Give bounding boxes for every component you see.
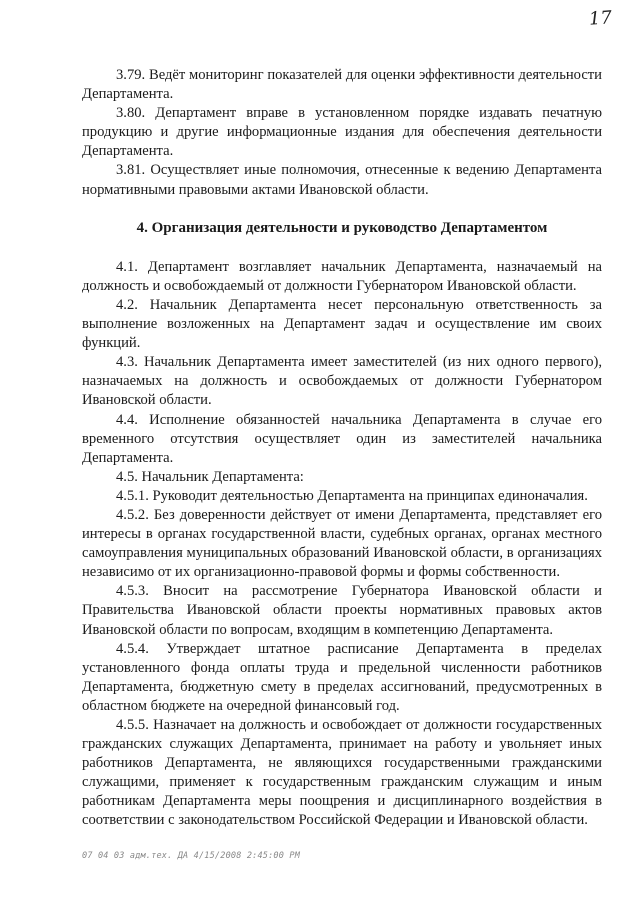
paragraph-4-5-3: 4.5.3. Вносит на рассмотрение Губернатора Ивановской области и Правительства Ивановской области проекты нормативных правовых актов Ивановской области по вопросам, входящим в компетенцию Департамента. [82, 583, 602, 638]
paragraph-4-5-4: 4.5.4. Утверждает штатное расписание Департамента в пределах установленного фонда оплаты труда и предельной численности работников Департамента, бюджетную смету в пределах ассигнований, предусмотренных в областном бюджете на очередной финансовый год. [82, 640, 602, 714]
paragraph-4-5-1: 4.5.1. Руководит деятельностью Департамента на принципах единоначалия. [116, 487, 588, 504]
paragraph-4-5-2: 4.5.2. Без доверенности действует от имени Департамента, представляет его интересы в органах государственной власти, судебных органах, органах местного самоуправления муниципальных образований Ивановской области, в организациях независимо от их организационно-правовой формы и формы собственности. [82, 506, 602, 581]
paragraph-4-2: 4.2. Начальник Департамента несет персональную ответственность за выполнение возложенных на Департамент задач и осуществление им своих функций. [82, 296, 602, 352]
paragraph-4-1: 4.1. Департамент возглавляет начальник Департамента, назначаемый на должность и освобождаемый от должности Губернатором Ивановской области. [82, 258, 602, 294]
paragraph-4-3: 4.3. Начальник Департамента имеет заместителей (из них одного первого), назначаемых на должность и освобождаемых от должности Губернатором Ивановской области. [82, 354, 602, 409]
paragraph-3-80: 3.80. Департамент вправе в установленном порядке издавать печатную продукцию и другие информационные издания для обеспечения деятельности Департамента. [82, 105, 602, 160]
paragraph-4-4: 4.4. Исполнение обязанностей начальника Департамента в случае его временного отсутствия осуществляет один из заместителей начальника Департамента. [82, 411, 602, 466]
paragraph-3-81: 3.81. Осуществляет иные полномочия, отнесенные к ведению Департамента нормативными правовыми актами Ивановской области. [82, 162, 602, 198]
section-heading: 4. Организация деятельности и руководство Департаментом [136, 219, 548, 236]
page-number: 17 [588, 7, 613, 30]
paragraph-3-79: 3.79. Ведёт мониторинг показателей для оценки эффективности деятельности Департамента. [82, 67, 602, 103]
document-body [82, 66, 602, 831]
paragraph-4-5: 4.5. Начальник Департамента: [116, 468, 304, 485]
footer-stamp: 07 04 03 адм.тех. ДА 4/15/2008 2:45:00 PM [82, 851, 301, 861]
paragraph-4-5-5: 4.5.5. Назначает на должность и освобождает от должности государственных гражданских служащих Департамента, принимает на работу и увольняет иных работников Департамента, не являющихся государственными гражданскими служащими, применяет к государственным гражданским служащим и иным работникам Департамента меры поощрения и дисциплинарного воздействия в соответствии с законодательством Российской Федерации и Ивановской области. [82, 717, 602, 829]
